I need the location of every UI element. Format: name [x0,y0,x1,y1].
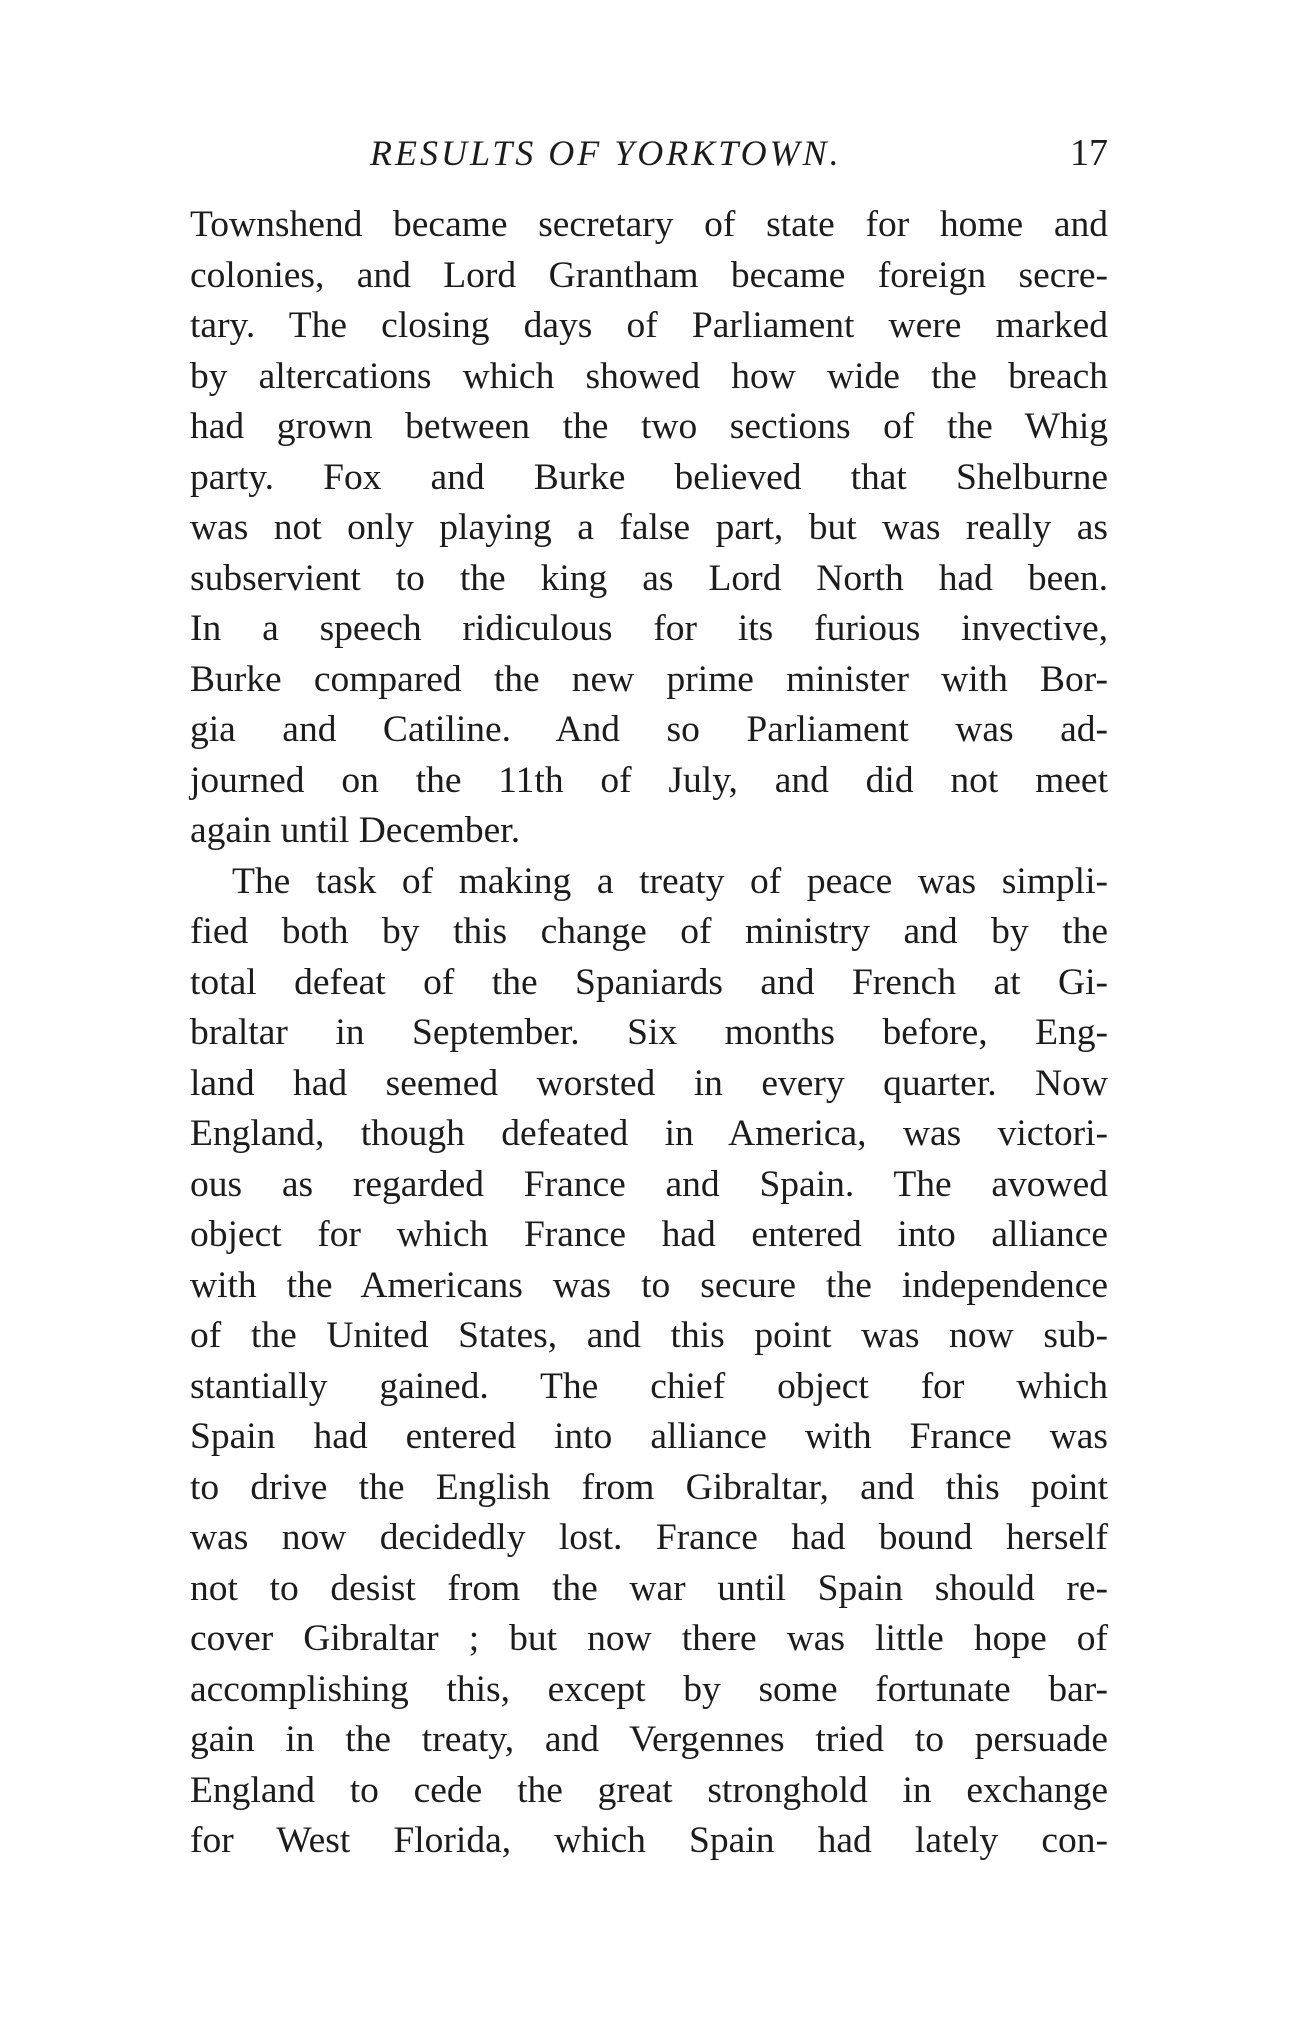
text-line: gain in the treaty, and Vergennes tried to persuade [190,1719,1108,1760]
text-line: accomplishing this, except by some fortunate bar- [190,1668,1108,1710]
text-line: ous as regarded France and Spain. The avowed [190,1163,1108,1205]
text-line: party. Fox and Burke believed that Shelburne [190,456,1108,498]
text-line: by altercations which showed how wide the breach [190,355,1108,397]
text-line: stantially gained. The chief object for which [190,1365,1108,1407]
text-line: of the United States, and this point was now sub- [190,1315,1108,1356]
text-line: Townshend became secretary of state for home and [190,204,1108,245]
text-line: Burke compared the new prime minister with Bor- [190,658,1108,700]
text-line: braltar in September. Six months before, Eng- [190,1012,1108,1053]
running-title: RESULTS OF YORKTOWN. [370,133,842,173]
text-line: had grown between the two sections of the Whig [190,406,1108,447]
body-text [190,200,1108,1867]
text-line: England, though defeated in America, was victori- [190,1113,1108,1154]
text-line: fied both by this change of ministry and by the [190,911,1108,952]
text-line: not to desist from the war until Spain should re- [190,1567,1108,1609]
text-line: cover Gibraltar ; but now there was little hope of [190,1618,1108,1659]
text-line: Spain had entered into alliance with France was [190,1416,1108,1457]
text-line: total defeat of the Spaniards and French at Gi- [190,961,1108,1003]
text-line: The task of making a treaty of peace was simpli- [232,860,1108,902]
text-line: In a speech ridiculous for its furious invective, [190,608,1108,649]
text-line: for West Florida, which Spain had lately con- [190,1820,1108,1861]
text-line: was now decidedly lost. France had bound herself [190,1517,1108,1558]
text-line: subservient to the king as Lord North had been. [190,557,1108,599]
text-line: journed on the 11th of July, and did not meet [190,759,1108,801]
text-line: object for which France had entered into alliance [190,1214,1108,1255]
text-line: was not only playing a false part, but was really as [190,507,1108,548]
text-line: land had seemed worsted in every quarter. Now [190,1062,1108,1104]
text-line: England to cede the great stronghold in exchange [190,1769,1108,1811]
text-line: to drive the English from Gibraltar, and this point [190,1466,1108,1508]
page-number: 17 [1070,132,1108,174]
text-line: colonies, and Lord Grantham became foreign secre- [190,254,1108,296]
text-line: gia and Catiline. And so Parliament was ad- [190,709,1108,750]
running-head [190,128,1108,178]
text-line: again until December. [190,810,521,851]
text-line: tary. The closing days of Parliament were marked [190,305,1108,346]
text-line: with the Americans was to secure the independence [190,1264,1108,1306]
